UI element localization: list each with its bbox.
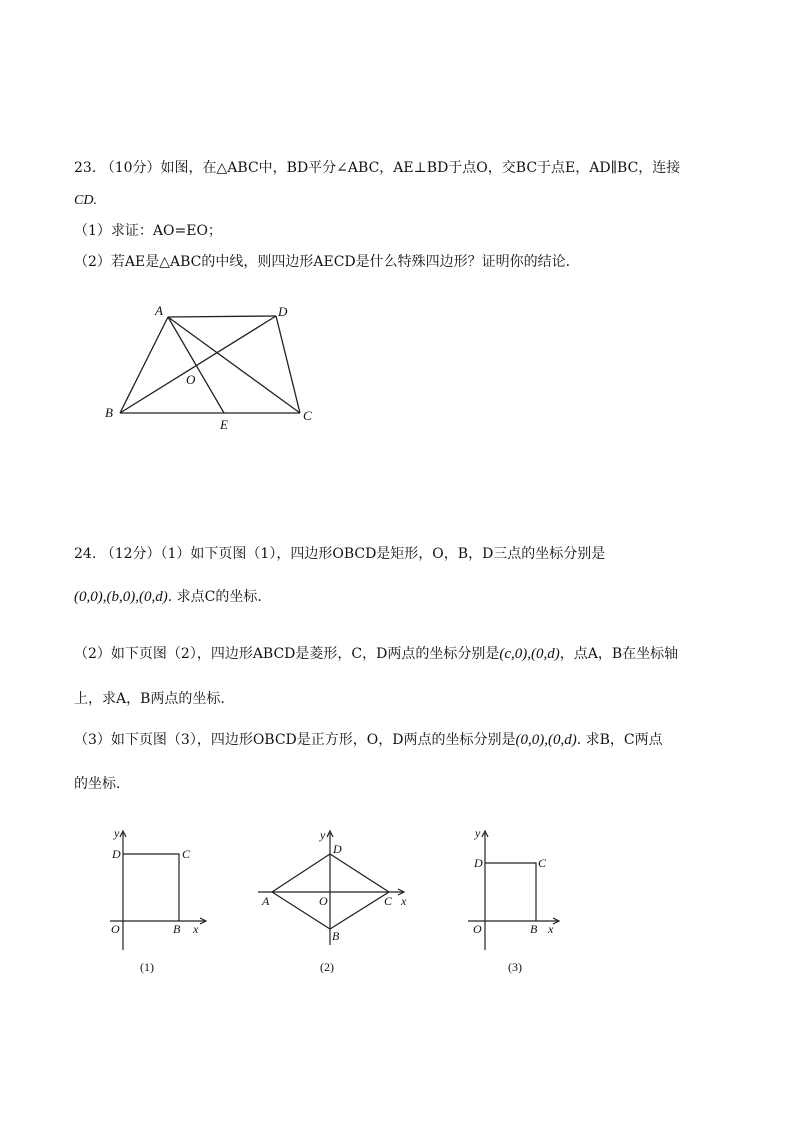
label-c: C xyxy=(538,856,547,870)
q24-part2 xyxy=(74,645,678,663)
label-d: D xyxy=(474,856,483,870)
label-o: O xyxy=(473,922,482,936)
label-o: O xyxy=(186,372,196,387)
q23-part1: （1）求证：AO=EO； xyxy=(74,223,222,239)
label-d: D xyxy=(112,847,121,861)
caption-3: (3) xyxy=(508,960,522,974)
label-y: y xyxy=(114,826,120,840)
q23-figure xyxy=(100,300,330,440)
label-b: B xyxy=(332,929,340,943)
q24-part2-line2: 上，求A，B两点的坐标. xyxy=(74,691,225,707)
label-y: y xyxy=(320,828,326,842)
q24-part3-text-a: （3）如下页图（3），四边形OBCD是正方形，O，D两点的坐标分别是 xyxy=(74,732,516,748)
label-d: D xyxy=(333,842,342,856)
label-x: x xyxy=(193,922,199,936)
q24-part3-line2: 的坐标. xyxy=(74,776,121,792)
label-o: O xyxy=(319,894,328,908)
segment-bd xyxy=(120,316,276,413)
q24-part3 xyxy=(74,731,663,749)
q24-line2-text: . 求点C的坐标. xyxy=(167,589,262,605)
q24-figure-3 xyxy=(460,825,570,985)
label-d: D xyxy=(278,304,288,319)
label-b: B xyxy=(105,405,113,420)
q24-coords-2: (c,0),(0,d) xyxy=(499,646,560,662)
label-x: x xyxy=(401,894,407,908)
label-e: E xyxy=(220,417,228,432)
square-obcd xyxy=(485,863,536,921)
label-x: x xyxy=(548,922,554,936)
q24-coords-3: (0,0),(0,d) xyxy=(515,732,577,748)
caption-2: (2) xyxy=(320,960,334,974)
q24-part2-text-b: ，点A，B在坐标轴 xyxy=(559,646,679,662)
label-a: A xyxy=(155,303,163,318)
q24-line2 xyxy=(74,588,262,606)
q24-part3-text-b: . 求B，C两点 xyxy=(576,732,663,748)
label-b: B xyxy=(530,922,538,936)
label-y: y xyxy=(475,826,481,840)
q24-part2-text-a: （2）如下页图（2），四边形ABCD是菱形，C，D两点的坐标分别是 xyxy=(74,646,500,662)
label-b: B xyxy=(173,922,181,936)
caption-1: (1) xyxy=(140,960,154,974)
label-a: A xyxy=(262,894,270,908)
q23-part2: （2）若AE是△ABC的中线，则四边形AECD是什么特殊四边形？证明你的结论. xyxy=(74,254,571,270)
q24-figure-2 xyxy=(255,825,420,985)
segment-ad xyxy=(168,316,276,317)
q24-figure-1 xyxy=(100,825,220,985)
label-c: C xyxy=(384,894,393,908)
rectangle-obcd xyxy=(123,854,179,921)
label-o: O xyxy=(111,922,120,936)
label-c: C xyxy=(303,408,312,423)
q23-line2: CD. xyxy=(74,193,97,208)
label-c: C xyxy=(182,847,191,861)
q24-line1: 24. （12分）（1）如下页图（1），四边形OBCD是矩形，O，B，D三点的坐标分别是 xyxy=(74,546,606,562)
q24-coords-1: (0,0),(b,0),(0,d) xyxy=(74,589,168,605)
q23-line1: 23. （10分）如图，在△ABC中，BD平分∠ABC，AE⊥BD于点O，交BC于点E，AD∥BC，连接 xyxy=(74,160,681,176)
